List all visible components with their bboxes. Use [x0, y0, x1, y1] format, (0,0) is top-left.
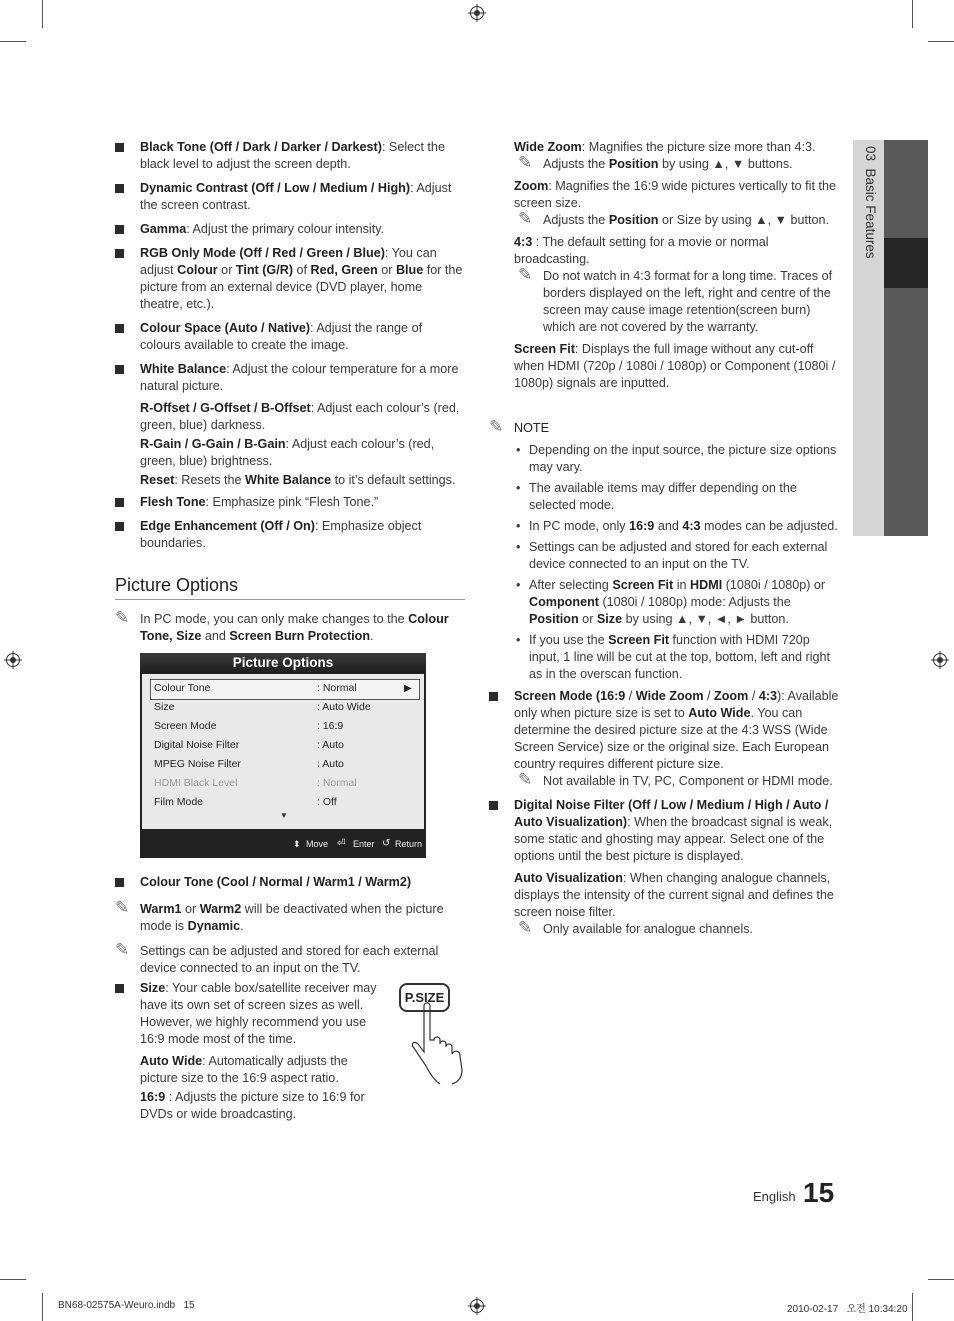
pencil-note-icon: ✎ [115, 898, 130, 917]
osd-row-hdmi-black-level: HDMI Black Level : Normal [154, 777, 357, 789]
note-4-3-warning: ✎ Do not watch in 4:3 format for a long time. Traces of borders displayed on the left, right and centre of the screen may cause image retention(screen burn) which are not covered by the warranty. [518, 265, 833, 334]
pencil-note-icon: ✎ [115, 608, 130, 627]
note-analogue-only: ✎ Only available for analogue channels. [518, 918, 754, 937]
note-header: ✎ NOTE [489, 417, 549, 436]
bullet-digital-noise-filter: Digital Noise Filter (Off / Low / Medium / High / Auto / Auto Visualization): When the broadcast signal is weak, some static and ghosting may appear. Select one of the options until the best picture is displayed. [489, 797, 839, 865]
bullet-rgb-only-mode: RGB Only Mode (Off / Red / Green / Blue): You can adjust Colour or Tint (G/R) of Red, Green or Blue for the picture from an external device (DVD player, home theatre, etc.). [115, 245, 465, 313]
note-item: • In PC mode, only 16:9 and 4:3 modes can be adjusted. [516, 519, 838, 533]
crop-mark [0, 41, 26, 42]
footer-language: English [753, 1189, 796, 1204]
registration-mark-icon [4, 651, 22, 669]
move-icon: ⬍ [293, 839, 301, 849]
section-heading: Picture Options [115, 575, 239, 595]
sub-offset: R-Offset / G-Offset / B-Offset: Adjust each colour’s (red, green, blue) darkness. [140, 401, 460, 432]
note-item: • If you use the Screen Fit function with HDMI 720p input, 1 line will be cut at the top, bottom, left and right as in the overscan function. [516, 633, 831, 681]
return-icon: ↺ [382, 838, 391, 849]
para-4-3: 4:3 : The default setting for a movie or normal broadcasting. [514, 235, 769, 266]
osd-row-digital-noise-filter[interactable]: Digital Noise Filter : Auto [154, 739, 344, 751]
sub-gain: R-Gain / G-Gain / B-Gain: Adjust each colour’s (red, green, blue) brightness. [140, 437, 435, 468]
crop-mark [42, 1293, 43, 1321]
chapter-title: Basic Features [863, 168, 878, 259]
bullet-size: Size: Your cable box/satellite receiver may have its own set of screen sizes as well. However, we highly recommend you use 16:9 mode most of the time. [115, 980, 380, 1048]
scroll-down-icon[interactable]: ▼ [280, 811, 288, 820]
pencil-note-icon: ✎ [489, 417, 504, 436]
psize-button-illustration: P.SIZE [399, 983, 450, 1012]
osd-move-label: Move [306, 839, 329, 849]
side-tab-dark [884, 140, 928, 536]
size-section [115, 980, 380, 1123]
left-column-lower [115, 874, 465, 977]
osd-row-colour-tone[interactable]: Colour Tone : Normal ▶ [152, 680, 418, 697]
bullet-white-balance: White Balance: Adjust the colour temperature for a more natural picture. [115, 361, 465, 395]
bullet-gamma: Gamma: Adjust the primary colour intensity. [115, 221, 465, 238]
pointing-hand-icon [412, 1000, 468, 1086]
pencil-note-icon: ✎ [518, 265, 533, 284]
bullet-black-tone: Black Tone (Off / Dark / Darker / Darkest): Select the black level to adjust the screen depth. [115, 139, 465, 173]
registration-mark-icon [468, 1297, 486, 1315]
page-number: 15 [803, 1177, 835, 1208]
note-item: • The available items may differ depending on the selected mode. [516, 481, 797, 512]
bullet-colour-tone: Colour Tone (Cool / Normal / Warm1 / Warm2) [115, 874, 465, 891]
bullet-edge-enhancement: Edge Enhancement (Off / On): Emphasize object boundaries. [115, 518, 465, 552]
crop-mark [0, 1279, 26, 1280]
sub-auto-wide: Auto Wide: Automatically adjusts the picture size to the 16:9 aspect ratio. [140, 1054, 348, 1085]
osd-row-size[interactable]: Size : Auto Wide [154, 701, 371, 713]
osd-row-screen-mode[interactable]: Screen Mode : 16:9 [154, 720, 344, 732]
sub-reset: Reset: Resets the White Balance to it’s default settings. [140, 473, 456, 487]
note-not-available: ✎ Not available in TV, PC, Component or HDMI mode. [518, 770, 833, 789]
note-item: • After selecting Screen Fit in HDMI (1080i / 1080p) or Component (1080i / 1080p) mode: Adjusts the Position or Size by using ▲, ▼, ◄, ► button. [516, 578, 826, 626]
pencil-note-icon: ✎ [518, 153, 533, 172]
osd-row-film-mode[interactable]: Film Mode : Off [154, 796, 337, 808]
crop-mark [912, 1293, 913, 1321]
right-column [514, 139, 840, 392]
print-slug-timestamp: 2010-02-17 오전 10:34:20 [787, 1304, 908, 1315]
pencil-note-icon: ✎ [115, 940, 130, 959]
pencil-note-icon: ✎ [518, 209, 533, 228]
enter-icon: ⏎ [337, 838, 346, 849]
pencil-note-icon: ✎ [518, 770, 533, 789]
osd-row-mpeg-noise-filter[interactable]: MPEG Noise Filter : Auto [154, 758, 344, 770]
crop-mark [928, 41, 954, 42]
bullet-flesh-tone: Flesh Tone: Emphasize pink “Flesh Tone.” [115, 494, 465, 511]
heading-rule [115, 599, 465, 600]
note-zoom: ✎ Adjusts the Position or Size by using ▲, ▼ button. [518, 209, 830, 228]
osd-title: Picture Options [140, 653, 426, 673]
registration-mark-icon [468, 4, 486, 22]
note-item: • Settings can be adjusted and stored for each external device connected to an input on the TV. [516, 540, 828, 571]
note-list [489, 417, 839, 938]
para-zoom: Zoom: Magnifies the 16:9 wide pictures vertically to fit the screen size. [514, 179, 836, 210]
osd-return-label: Return [395, 839, 423, 849]
crop-mark [912, 0, 913, 28]
pencil-note-icon: ✎ [518, 918, 533, 937]
osd-footer [140, 831, 426, 857]
side-tab-marker [884, 238, 928, 288]
sub-16-9: 16:9 : Adjusts the picture size to 16:9 for DVDs or wide broadcasting. [140, 1090, 365, 1121]
sub-auto-visualization: Auto Visualization: When changing analogue channels, displays the intensity of the current signal and defines the screen noise filter. [514, 871, 834, 919]
para-screen-fit: Screen Fit: Displays the full image without any cut-off when HDMI (720p / 1080i / 1080p) or Component (1080i / 1080p) signals are inputted. [514, 342, 836, 390]
osd-menu-body [142, 674, 424, 829]
note-item: • Depending on the input source, the picture size options may vary. [516, 443, 837, 474]
crop-mark [42, 0, 43, 28]
bullet-screen-mode: Screen Mode (16:9 / Wide Zoom / Zoom / 4:3): Available only when picture size is set to Auto Wide. You can determine the desired picture size at the 4:3 WSS (Wide Screen Service) size or the original size. Each European country requires different picture size. [489, 688, 839, 773]
picture-options-osd [140, 653, 426, 858]
note-warm: ✎ Warm1 or Warm2 will be deactivated when the picture mode is Dynamic. [115, 898, 444, 933]
note-settings-stored: ✎ Settings can be adjusted and stored for each external device connected to an input on the TV. [115, 940, 439, 975]
arrow-right-icon: ▶ [404, 683, 412, 694]
chapter-tab-label [858, 146, 878, 306]
left-column [115, 139, 465, 552]
osd-enter-label: Enter [353, 839, 375, 849]
print-slug-file: BN68-02575A-Weuro.indb 15 [58, 1300, 195, 1311]
registration-mark-icon [931, 651, 949, 669]
para-wide-zoom: Wide Zoom: Magnifies the picture size more than 4:3. [514, 140, 816, 154]
pc-mode-note: ✎ In PC mode, you can only make changes to the Colour Tone, Size and Screen Burn Protection. [115, 608, 449, 643]
note-wide-zoom: ✎ Adjusts the Position by using ▲, ▼ buttons. [518, 153, 793, 172]
bullet-dynamic-contrast: Dynamic Contrast (Off / Low / Medium / High): Adjust the screen contrast. [115, 180, 465, 214]
chapter-number: 03 [863, 146, 878, 162]
bullet-colour-space: Colour Space (Auto / Native): Adjust the range of colours available to create the image. [115, 320, 465, 354]
crop-mark [928, 1279, 954, 1280]
